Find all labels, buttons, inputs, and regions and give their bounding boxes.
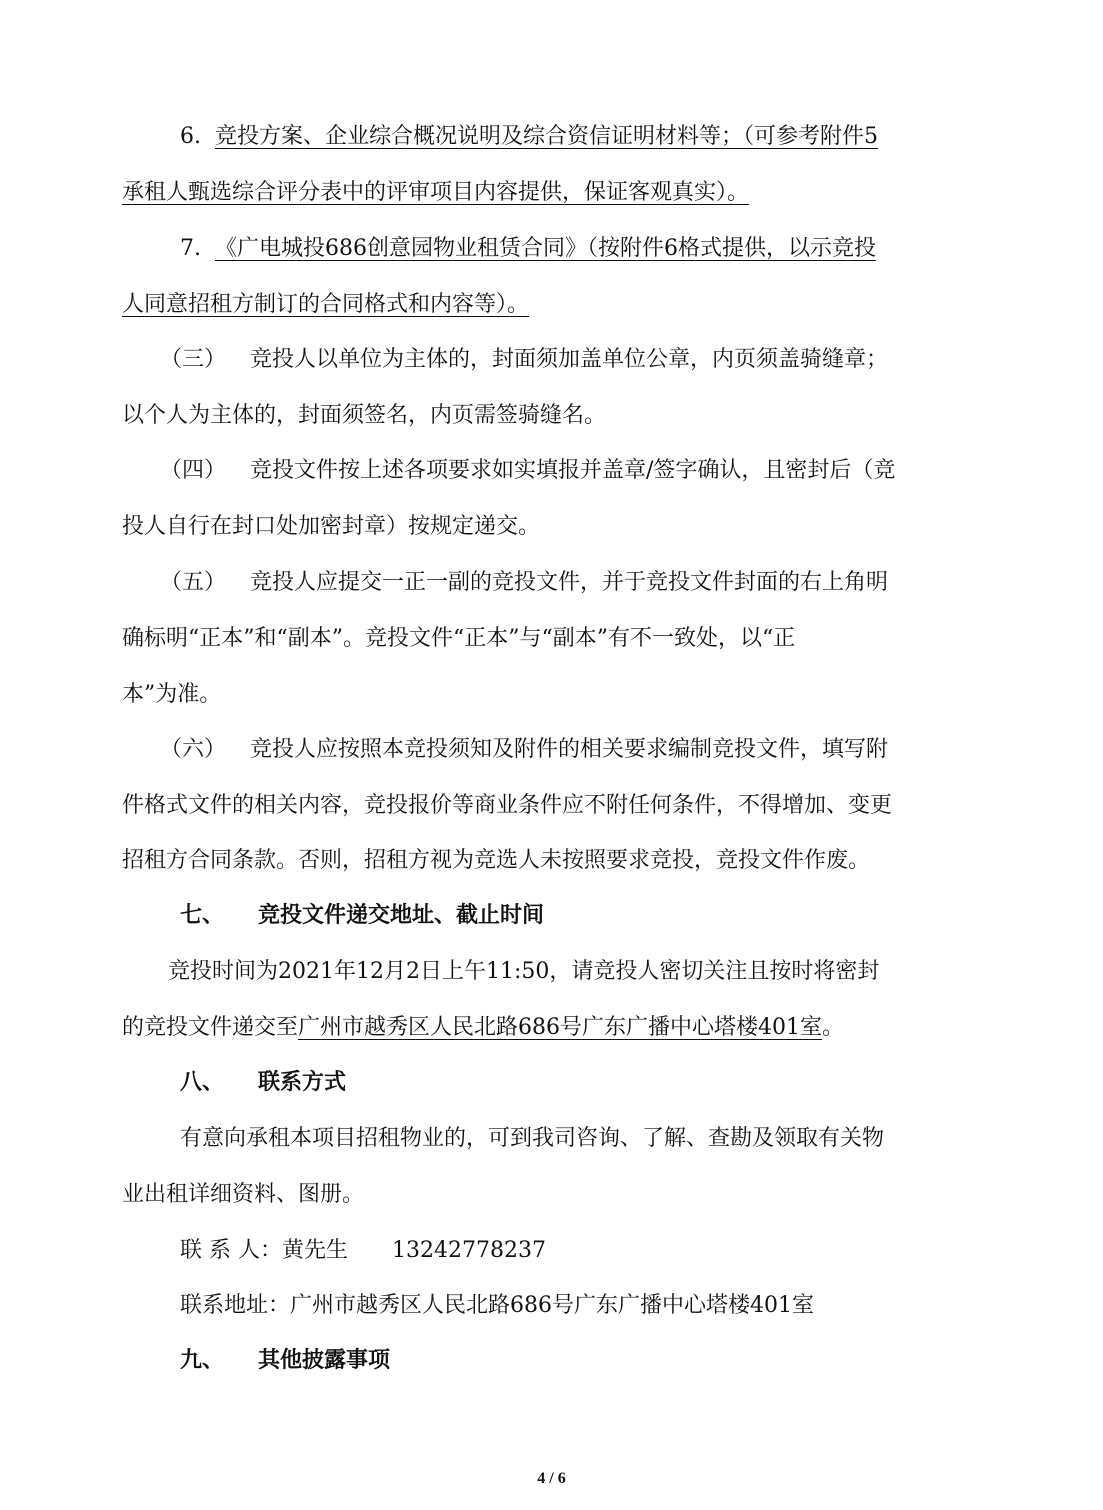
contact-address: 联系地址：广州市越秀区人民北路686号广东广播中心塔楼401室 (180, 1293, 814, 1318)
para-8-line-2: 业出租详细资料、图册。 (122, 1182, 365, 1207)
heading-8 (180, 1068, 346, 1098)
item-6-number: 6. (180, 124, 201, 149)
heading-9 (180, 1346, 390, 1376)
section-4-line-2: 投人自行在封口处加密封章）按规定递交。 (122, 514, 541, 539)
heading-9-title: 其他披露事项 (258, 1348, 391, 1373)
heading-8-title: 联系方式 (258, 1070, 347, 1095)
section-6-label: （六） (160, 737, 227, 762)
submission-address: 广州市越秀区人民北路686号广东广播中心塔楼401室 (298, 1015, 822, 1040)
item-7-number: 7. (180, 236, 201, 261)
section-4-label: （四） (160, 458, 227, 483)
section-5-label: （五） (160, 570, 227, 595)
para-7-line-2 (122, 1013, 844, 1043)
section-6-line-2: 件格式文件的相关内容，竞投报价等商业条件应不附任何条件，不得增加、变更 (122, 793, 893, 818)
para-7-line-1: 竞投时间为2021年12月2日上午11:50，请竞投人密切关注且按时将密封 (168, 959, 880, 984)
page-number: 4 / 6 (537, 1470, 566, 1487)
heading-7-title: 竞投文件递交地址、截止时间 (258, 903, 545, 928)
section-4-text-1: 竞投文件按上述各项要求如实填报并盖章/签字确认，且密封后（竞 (250, 458, 896, 483)
section-5-text-1: 竞投人应提交一正一副的竞投文件，并于竞投文件封面的右上角明 (250, 570, 889, 595)
heading-9-number: 九、 (180, 1348, 225, 1373)
heading-7-number: 七、 (180, 903, 225, 928)
para-8-line-1: 有意向承租本项目招租物业的，可到我司咨询、了解、查勘及领取有关物 (180, 1126, 885, 1151)
section-3-label: （三） (160, 347, 227, 372)
section-6-line-3: 招租方合同条款。否则，招租方视为竞选人未按照要求竞投，竞投文件作废。 (122, 848, 871, 873)
section-3-line-1 (160, 345, 888, 375)
section-5-line-2: 确标明“正本”和“副本”。竞投文件“正本”与“副本”有不一致处，以“正 (122, 626, 796, 651)
para-7-text-pre: 的竞投文件递交至 (122, 1015, 299, 1040)
item-6-line-2: 承租人甄选综合评分表中的评审项目内容提供，保证客观真实）。 (122, 180, 750, 205)
item-7-line-1 (180, 234, 945, 264)
item-6-line-1 (180, 122, 940, 152)
heading-8-number: 八、 (180, 1070, 225, 1095)
section-6-text-1: 竞投人应按照本竞投须知及附件的相关要求编制竞投文件，填写附 (250, 737, 889, 762)
heading-7 (180, 901, 544, 931)
item-7-text-1: （按附件6格式提供，以示竞投 (587, 236, 876, 261)
item-7-line-2: 人同意招租方制订的合同格式和内容等）。 (122, 292, 530, 317)
para-7-text-post: 。 (822, 1015, 845, 1040)
contact-person: 联 系 人：黄先生 13242778237 (180, 1238, 546, 1263)
item-6-text-1: 竞投方案、企业综合概况说明及综合资信证明材料等；（可参考附件5 (215, 124, 878, 149)
section-6-line-1 (160, 735, 888, 765)
section-5-line-3: 本”为准。 (122, 682, 222, 707)
section-5-line-1 (160, 568, 888, 598)
section-3-text-1: 竞投人以单位为主体的，封面须加盖单位公章，内页须盖骑缝章； (250, 347, 889, 372)
item-7-contract-title: 《广电城投686创意园物业租赁合同》 (215, 236, 587, 261)
section-3-line-2: 以个人为主体的，封面须签名，内页需签骑缝名。 (122, 403, 607, 428)
section-4-line-1 (160, 456, 895, 486)
